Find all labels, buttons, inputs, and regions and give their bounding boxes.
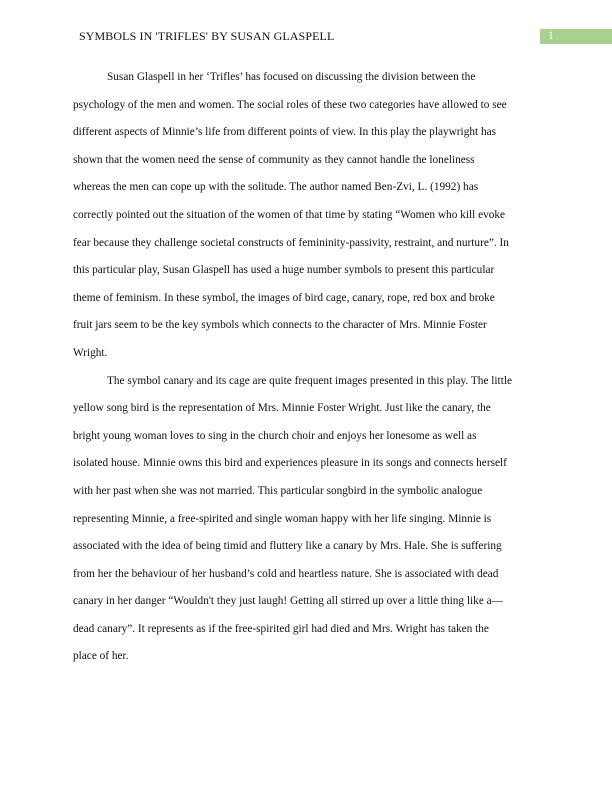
- paragraph-line: representing Minnie, a free-spirited and single woman happy with her life singing. Minnie is: [73, 512, 492, 525]
- paragraph-line: different aspects of Minnie’s life from different points of view. In this play the playwright has: [73, 126, 497, 139]
- paragraph-line: Susan Glaspell in her ‘Trifles’ has focused on discussing the division between the: [107, 71, 476, 83]
- paragraph-line: The symbol canary and its cage are quite frequent images presented in this play. The little: [107, 374, 512, 387]
- paragraph-2: [73, 368, 543, 672]
- paragraph-line: place of her.: [73, 650, 129, 663]
- paragraph-line: theme of feminism. In these symbol, the images of bird cage, canary, rope, red box and broke: [73, 291, 495, 304]
- paragraph-1: [73, 64, 543, 368]
- paragraph-line: isolated house. Minnie owns this bird and experiences pleasure in its songs and connects herself: [73, 457, 507, 470]
- paragraph-line: fruit jars seem to be the key symbols which connects to the character of Mrs. Minnie Foster: [73, 319, 487, 332]
- running-header-title: SYMBOLS IN 'TRIFLES' BY SUSAN GLASPELL: [79, 29, 335, 43]
- page-number: 1: [548, 30, 554, 42]
- paragraph-line: associated with the idea of being timid and fluttery like a canary by Mrs. Hale. She is suffering: [73, 540, 502, 553]
- paragraph-line: dead canary”. It represents as if the free-spirited girl had died and Mrs. Wright has taken the: [73, 622, 489, 635]
- paragraph-line: bright young woman loves to sing in the church choir and enjoys her lonesome as well as: [73, 429, 477, 442]
- paragraph-line: psychology of the men and women. The social roles of these two categories have allowed to see: [73, 98, 507, 111]
- paragraph-line: with her past when she was not married. This particular songbird in the symbolic analogue: [73, 484, 483, 497]
- paragraph-line: fear because they challenge societal constructs of femininity-passivity, restraint, and nurture”. In: [73, 236, 509, 249]
- paragraph-line: whereas the men can cope up with the solitude. The author named Ben-Zvi, L. (1992) has: [73, 181, 479, 194]
- paragraph-line: from her the behaviour of her husband’s cold and heartless nature. She is associated with dead: [73, 567, 499, 580]
- page-number-badge: [540, 29, 612, 44]
- paragraph-line: correctly pointed out the situation of the women of that time by stating “Women who kill evoke: [73, 208, 506, 221]
- paragraph-line: Wright.: [73, 346, 108, 359]
- paragraph-line: shown that the women need the sense of community as they cannot handle the loneliness: [73, 153, 475, 166]
- document-body: [73, 64, 543, 671]
- paragraph-line: canary in her danger “Wouldn't they just laugh! Getting all stirred up over a little thing like a—: [73, 595, 503, 608]
- paragraph-line: yellow song bird is the representation of Mrs. Minnie Foster Wright. Just like the canary, the: [73, 402, 491, 415]
- paragraph-line: this particular play, Susan Glaspell has used a huge number symbols to present this particular: [73, 264, 495, 277]
